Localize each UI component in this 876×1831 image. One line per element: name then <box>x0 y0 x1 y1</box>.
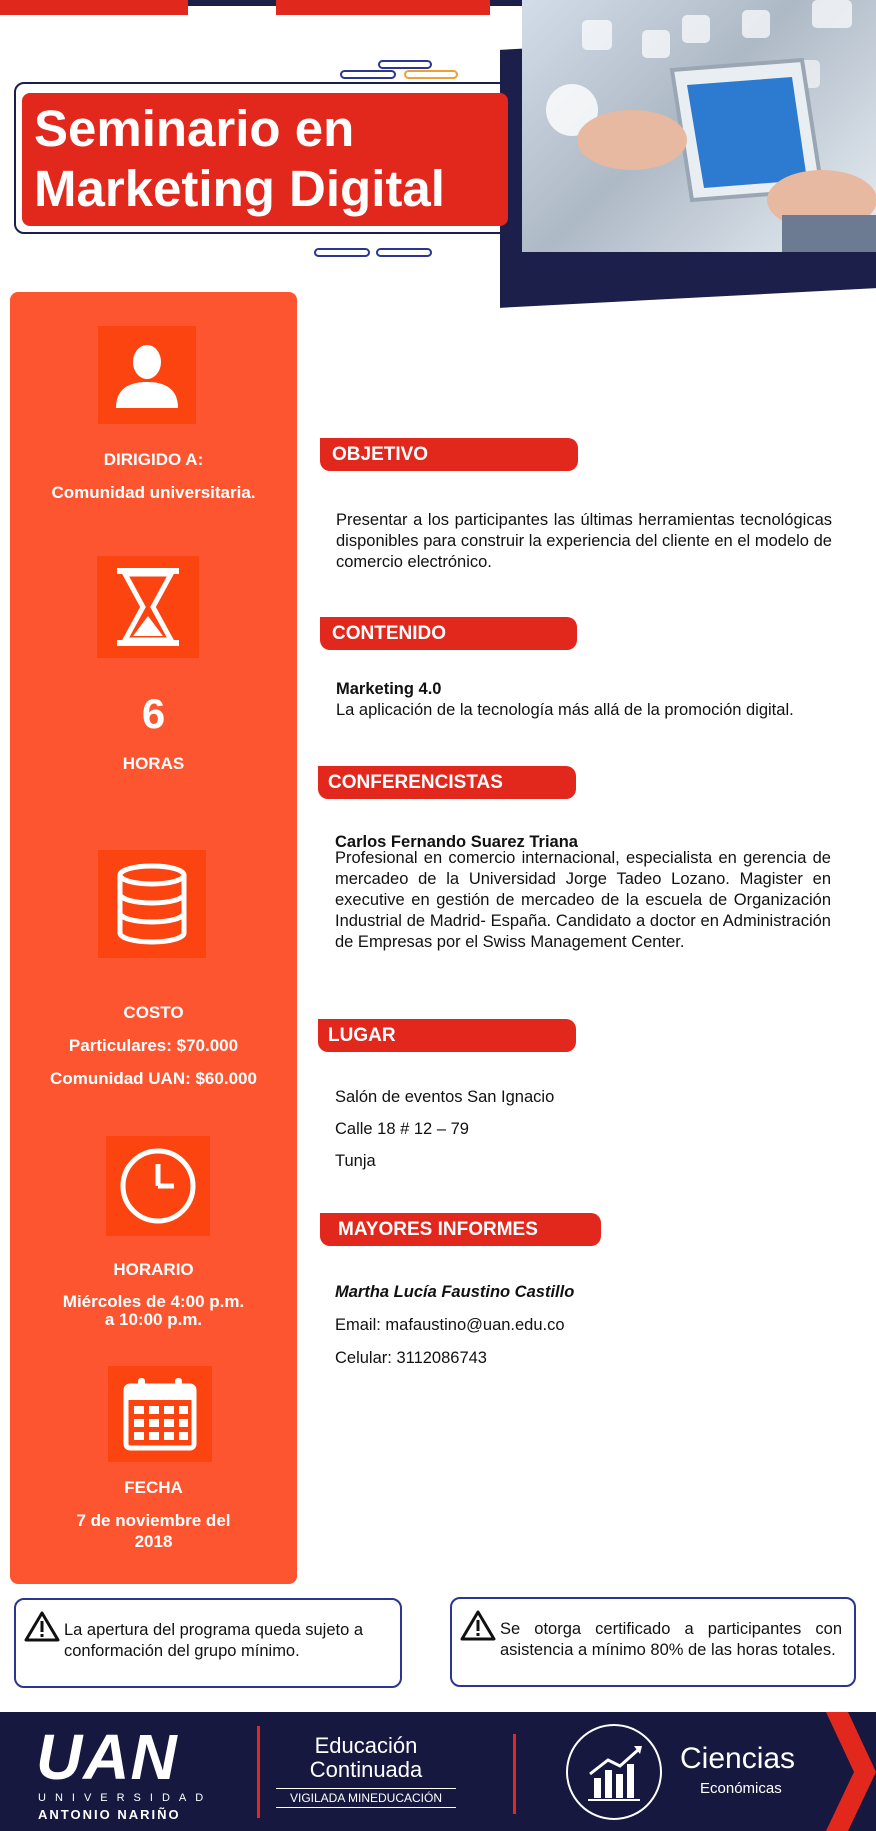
audience-icon-box <box>98 326 196 424</box>
growth-chart-icon <box>568 1726 660 1818</box>
notice-certificate <box>450 1597 856 1687</box>
section-header-informes: MAYORES INFORMES <box>320 1213 601 1246</box>
clock-icon <box>118 1146 198 1226</box>
duration-unit: HORAS <box>122 754 185 773</box>
contenido-text: La aplicación de la tecnología más allá de la promoción digital. <box>336 701 794 719</box>
date-icon-box <box>108 1366 212 1462</box>
uan-logo: UAN <box>36 1721 178 1793</box>
edu-line1: Educación <box>314 1733 418 1758</box>
contact-phone[interactable]: Celular: 3112086743 <box>335 1349 487 1367</box>
objetivo-text: Presentar a los participantes las últimas herramientas tecnológicas disponibles para construir la experiencia del cliente en el modelo de comercio electrónico. <box>336 511 832 571</box>
cost-particulares: Particulares: $70.000 <box>68 1036 239 1055</box>
section-header-objetivo: OBJETIVO <box>320 438 578 471</box>
coins-icon <box>116 863 188 945</box>
speaker-name: Carlos Fernando Suarez Triana <box>335 833 578 851</box>
section-header-contenido: CONTENIDO <box>320 617 577 650</box>
notice-right-text: Se otorga certificado a participantes con asistencia a mínimo 80% de las horas totales. <box>500 1620 842 1659</box>
uan-logo-sub2: ANTONIO NARIÑO <box>38 1807 181 1822</box>
top-bar-left <box>0 0 188 15</box>
calendar-icon <box>122 1376 198 1452</box>
deco-pill <box>404 70 458 79</box>
date-label: FECHA <box>124 1478 183 1497</box>
faculty-line1: Ciencias <box>680 1742 796 1775</box>
contact-name: Martha Lucía Faustino Castillo <box>335 1283 575 1301</box>
lugar-line2: Calle 18 # 12 – 79 <box>335 1120 469 1138</box>
notice-minimum-group <box>14 1598 402 1688</box>
faculty-line2: Económicas <box>700 1780 782 1797</box>
date-line2: 2018 <box>134 1532 173 1551</box>
warning-icon <box>24 1610 60 1642</box>
contenido-subtitle: Marketing 4.0 <box>336 680 442 698</box>
schedule-label: HORARIO <box>113 1260 194 1279</box>
page-title <box>22 93 508 219</box>
uan-logo-sub1: UNIVERSIDAD <box>38 1792 213 1804</box>
title-box <box>22 93 508 226</box>
top-bar-navy-edge <box>188 0 276 6</box>
deco-pill <box>378 60 432 69</box>
warning-icon <box>460 1609 496 1641</box>
date-line1: 7 de noviembre del <box>76 1511 231 1530</box>
notice-left-text: La apertura del programa queda sujeto a conformación del grupo mínimo. <box>64 1621 364 1660</box>
title-line-2: Marketing Digital <box>34 160 445 217</box>
deco-pill <box>376 248 432 257</box>
audience-label: DIRIGIDO A: <box>103 450 204 469</box>
edu-sub: VIGILADA MINEDUCACIÓN <box>276 1788 456 1808</box>
top-bar-middle <box>276 0 490 15</box>
edu-line2: Continuada <box>309 1757 423 1782</box>
duration-icon-box <box>97 556 199 658</box>
schedule-line1: Miércoles de 4:00 p.m. <box>62 1292 245 1311</box>
hourglass-icon <box>115 566 181 648</box>
audience-value: Comunidad universitaria. <box>51 483 256 502</box>
footer <box>0 1712 876 1831</box>
section-header-lugar: LUGAR <box>318 1019 576 1052</box>
deco-pill <box>340 70 396 79</box>
lugar-line3: Tunja <box>335 1152 376 1170</box>
title-line-1: Seminario en <box>34 100 355 157</box>
footer-red-arrow <box>796 1712 876 1831</box>
schedule-icon-box <box>106 1136 210 1236</box>
deco-pill <box>314 248 370 257</box>
faculty-emblem <box>566 1724 662 1820</box>
cost-label: COSTO <box>123 1003 184 1022</box>
cost-icon-box <box>98 850 206 958</box>
duration-number: 6 <box>141 690 166 737</box>
schedule-line2: a 10:00 p.m. <box>104 1310 203 1329</box>
cost-comunidad: Comunidad UAN: $60.000 <box>50 1069 257 1088</box>
lugar-line1: Salón de eventos San Ignacio <box>335 1088 555 1106</box>
contact-email[interactable]: Email: mafaustino@uan.edu.co <box>335 1316 565 1334</box>
section-header-conferencistas: CONFERENCISTAS <box>318 766 576 799</box>
footer-separator <box>257 1726 260 1818</box>
person-icon <box>114 340 180 410</box>
header-photo <box>522 0 876 252</box>
footer-separator-2 <box>513 1734 516 1814</box>
speaker-bio: Profesional en comercio internacional, especialista en gerencia de mercadeo de la Universidad Jorge Tadeo Lozano. Magister en executive en gestión de mercadeo de la escuela de Organización Industrial de Madrid- España. Candidato a doctor en Administración de Empresas por el Swiss Management Center. <box>335 849 831 951</box>
